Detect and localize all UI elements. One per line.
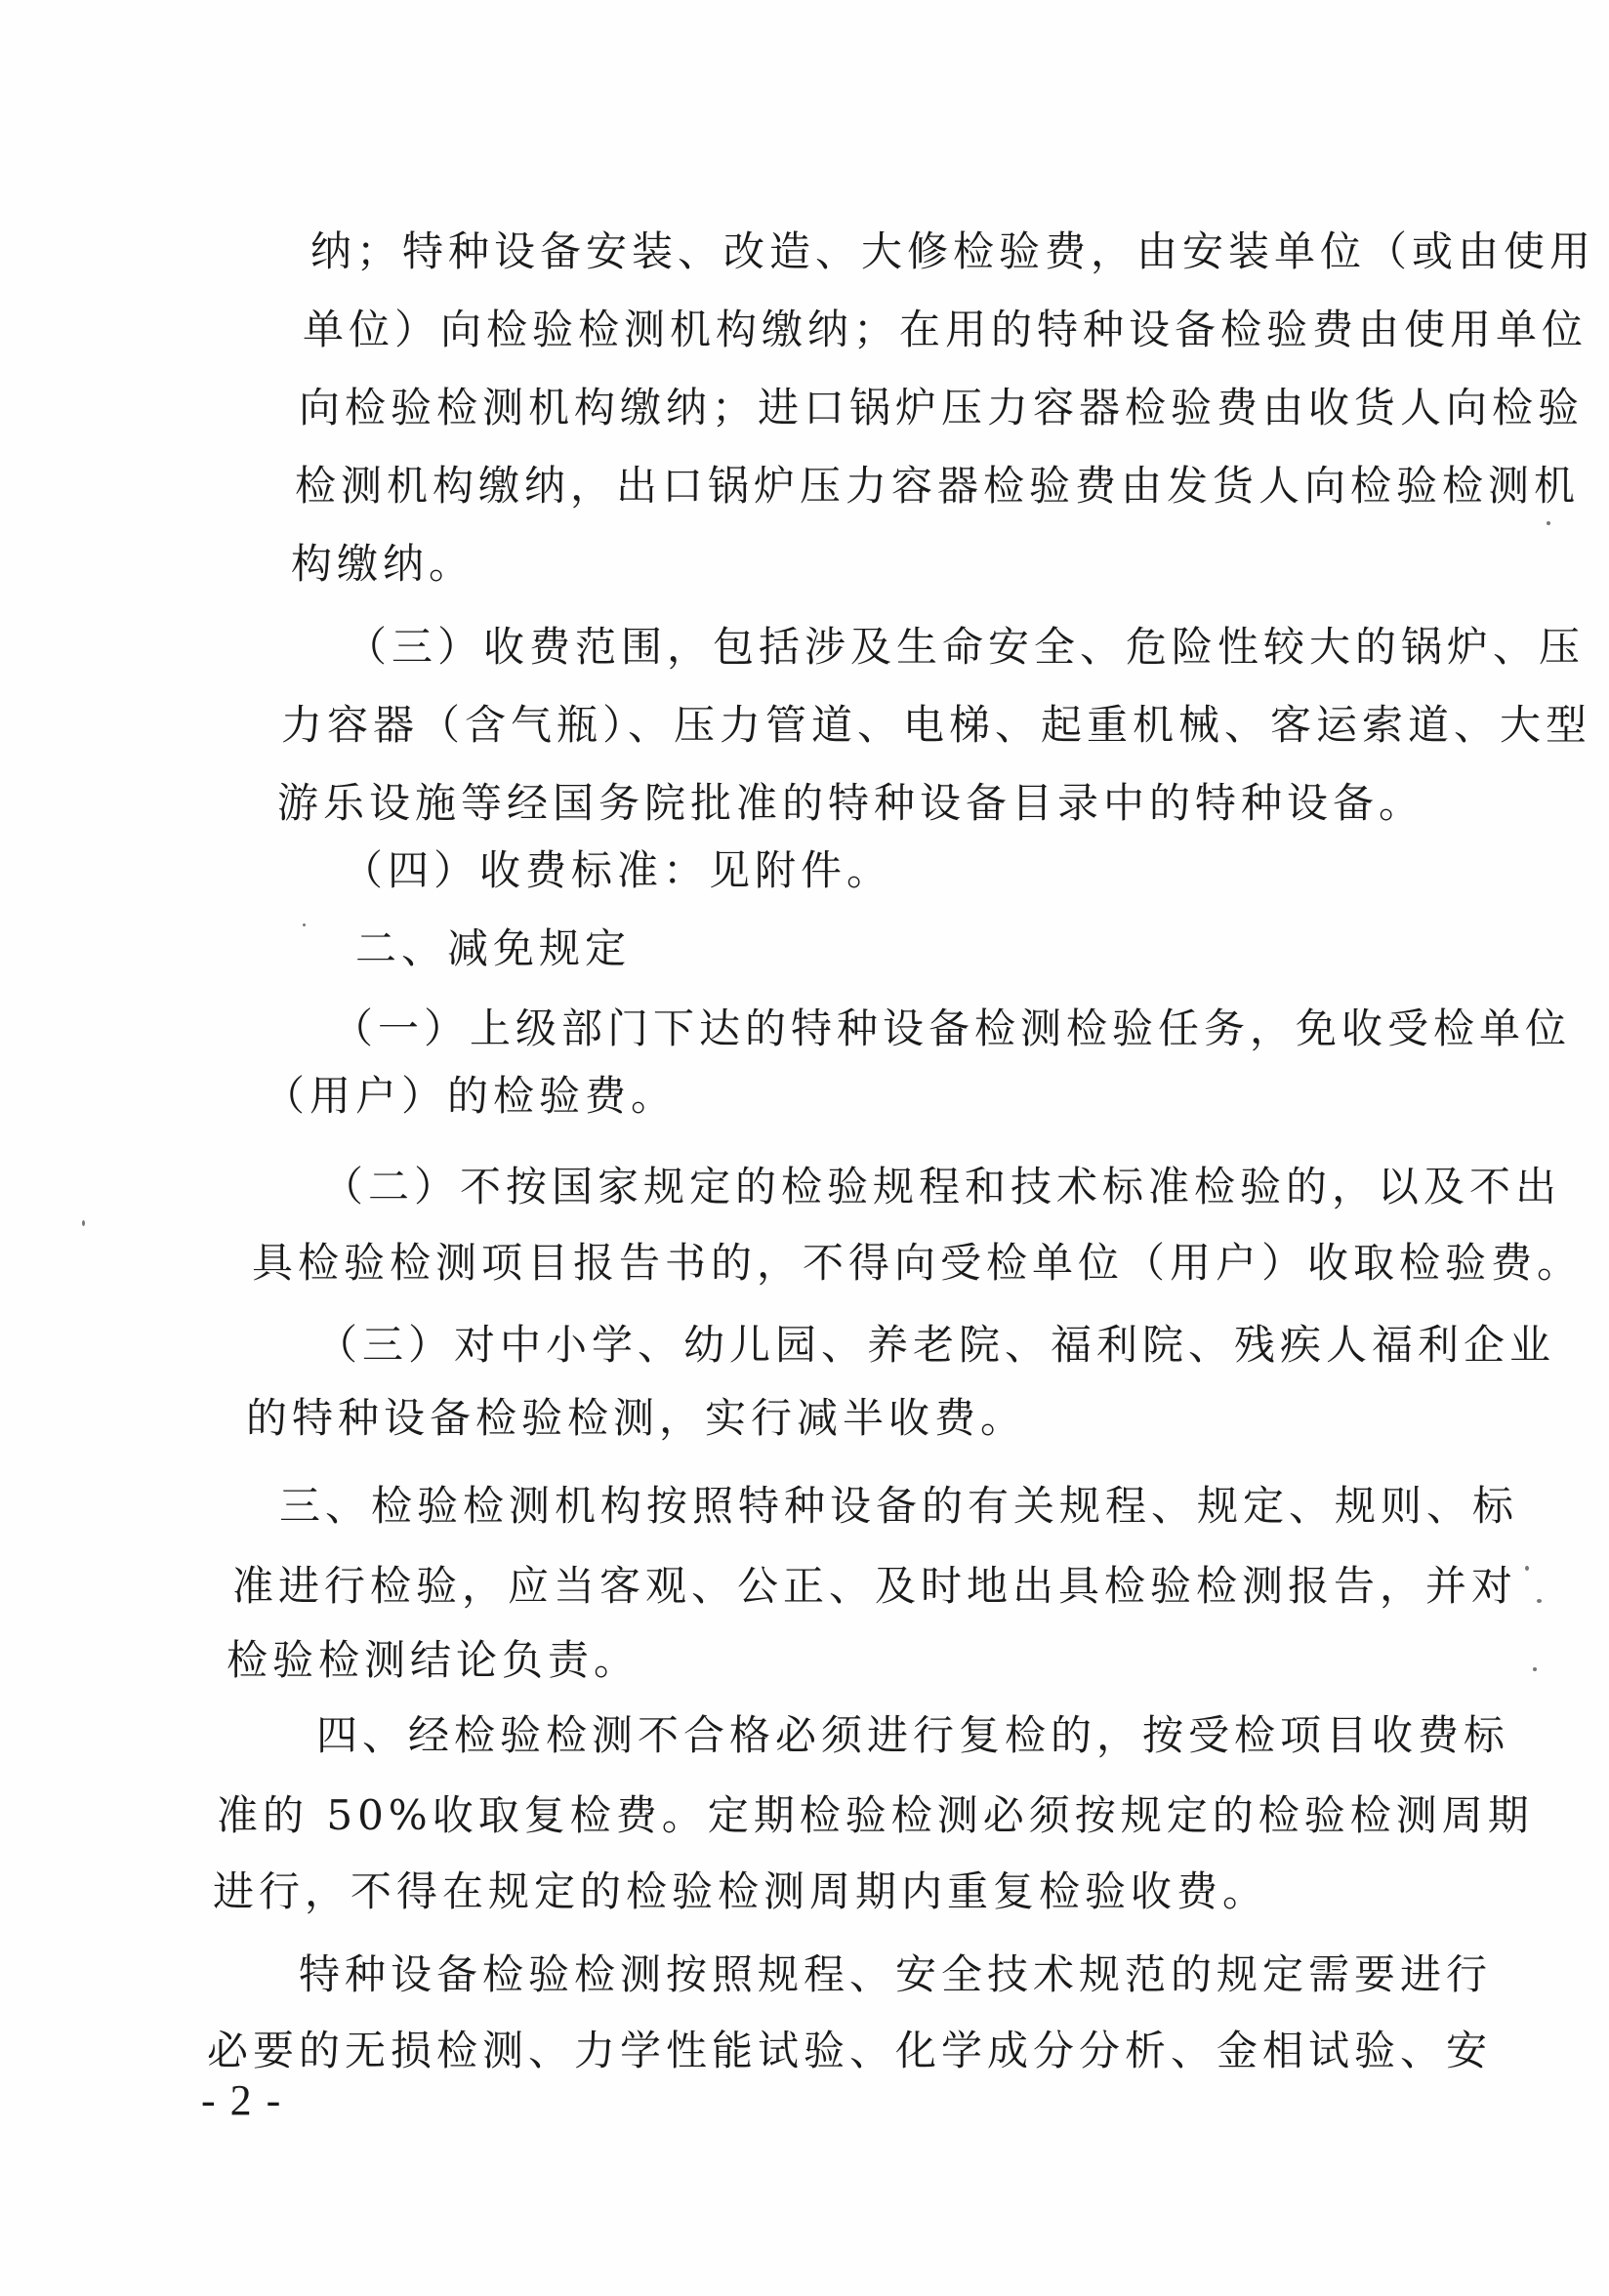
text-line: 具检验检测项目报告书的，不得向受检单位（用户）收取检验费。 [252, 1239, 1584, 1287]
text-line: 四、经检验检测不合格必须进行复检的，按受检项目收费标 [316, 1711, 1510, 1759]
scan-speck [1533, 1667, 1537, 1671]
text-line: （三）对中小学、幼儿园、养老院、福利院、残疾人福利企业 [316, 1321, 1556, 1369]
text-line: 构缴纳。 [291, 540, 475, 588]
text-line: 向检验检测机构缴纳；进口锅炉压力容器检验费由收货人向检验 [299, 384, 1585, 431]
scan-speck [82, 1220, 85, 1226]
text-line: （用户）的检验费。 [264, 1072, 678, 1120]
text-line: 三、检验检测机构按照特种设备的有关规程、规定、规则、标 [279, 1482, 1519, 1530]
text-line: 的特种设备检验检测，实行减半收费。 [246, 1394, 1027, 1442]
text-line: 检验检测结论负责。 [227, 1636, 640, 1684]
text-line: 游乐设施等经国务院批准的特种设备目录中的特种设备。 [277, 779, 1425, 827]
text-line: 特种设备检验检测按照规程、安全技术规范的规定需要进行 [299, 1950, 1493, 1998]
text-line: （二）不按国家规定的检验规程和技术标准检验的，以及不出 [322, 1163, 1562, 1210]
scan-speck [1537, 1599, 1542, 1603]
scan-speck [1525, 1566, 1529, 1571]
text-line: 力容器（含气瓶）、压力管道、电梯、起重机械、客运索道、大型 [281, 701, 1592, 749]
text-line: （一）上级部门下达的特种设备检测检验任务，免收受检单位 [332, 1004, 1572, 1052]
text-line: 必要的无损检测、力学性能试验、化学成分分析、金相试验、安 [207, 2027, 1493, 2074]
page-number: - 2 - [201, 2076, 283, 2124]
scan-speck [303, 923, 306, 926]
text-line: 准的 50%收取复检费。定期检验检测必须按规定的检验检测周期 [217, 1791, 1534, 1839]
text-line: 进行，不得在规定的检验检测周期内重复检验收费。 [213, 1867, 1269, 1915]
text-line: 单位）向检验检测机构缴纳；在用的特种设备检验费由使用单位 [303, 306, 1588, 353]
text-line: 准进行检验，应当客观、公正、及时地出具检验检测报告，并对 [232, 1562, 1518, 1610]
text-line: （四）收费标准：见附件。 [342, 846, 893, 894]
text-line: 检测机构缴纳，出口锅炉压力容器检验费由发货人向检验检测机 [295, 462, 1581, 510]
scan-speck [1547, 521, 1550, 525]
text-line: （三）收费范围，包括涉及生命安全、危险性较大的锅炉、压 [346, 623, 1586, 671]
section-heading: 二、减免规定 [355, 924, 632, 972]
text-line: 纳；特种设备安装、改造、大修检验费，由安装单位（或由使用 [310, 227, 1596, 275]
